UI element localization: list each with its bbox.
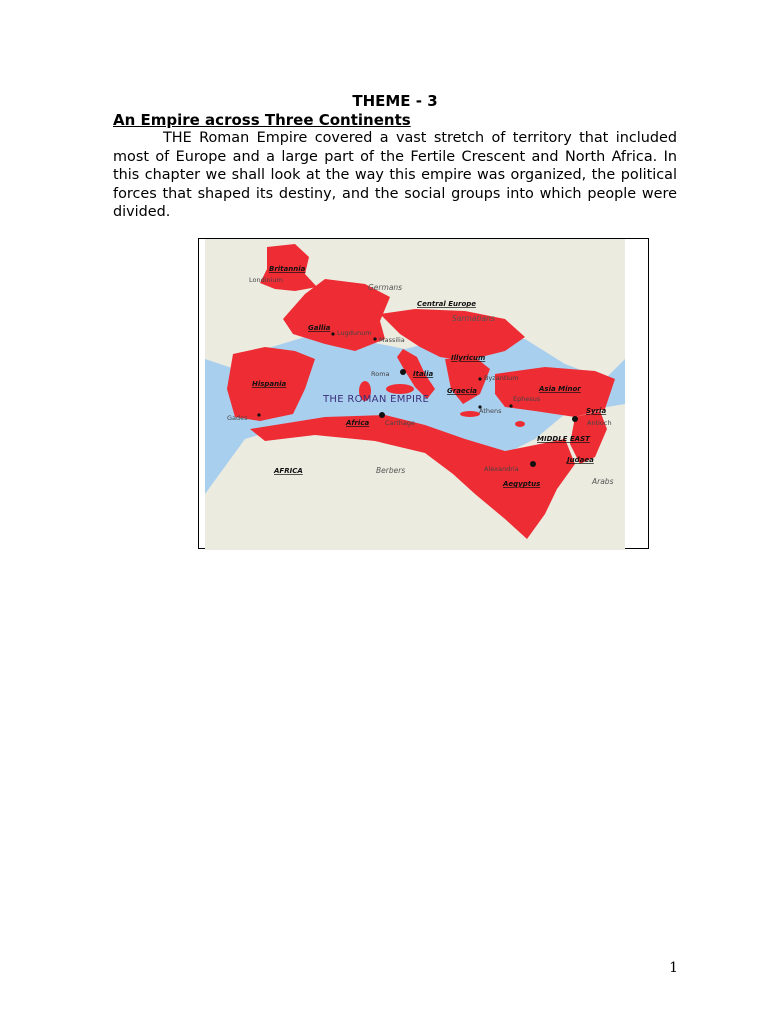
label-africa-region: AFRICA [274, 467, 303, 475]
roman-empire-map [198, 238, 649, 549]
label-judaea: Judaea [567, 456, 594, 464]
label-athens: Athens [479, 407, 502, 415]
chapter-title: An Empire across Three Continents [113, 111, 411, 129]
label-aegyptus: Aegyptus [503, 480, 541, 488]
label-londinium: Londinium [249, 276, 283, 284]
label-lugdunum: Lugdunum [337, 329, 372, 337]
label-illyricum: Illyricum [451, 354, 486, 362]
label-africa-province: Africa [346, 419, 370, 427]
theme-heading: THEME - 3 [352, 92, 438, 110]
label-antioch: Antioch [587, 419, 612, 427]
label-roma: Roma [371, 370, 390, 378]
label-ephesus: Ephesus [513, 395, 541, 403]
label-hispania: Hispania [252, 380, 287, 388]
label-graecia: Graecia [447, 387, 477, 395]
label-gades: Gades [227, 414, 248, 422]
map-graphic [205, 239, 625, 550]
label-germans: Germans [368, 283, 403, 292]
label-britannia: Britannia [269, 265, 306, 273]
label-arabs: Arabs [592, 477, 614, 486]
label-alexandria: Alexandria [484, 465, 519, 473]
page-number: 1 [669, 960, 678, 976]
label-sarmatians: Sarmatians [452, 314, 495, 323]
map-title: THE ROMAN EMPIRE [323, 394, 430, 405]
label-gallia: Gallia [308, 324, 331, 332]
label-massilia: Massilia [379, 336, 405, 344]
label-byzantium: Byzantium [484, 374, 519, 382]
label-central-europe: Central Europe [417, 300, 477, 308]
label-syria: Syria [586, 407, 607, 415]
label-middle-east: MIDDLE EAST [537, 435, 590, 443]
label-asia-minor: Asia Minor [539, 385, 581, 393]
label-carthage: Carthage [385, 419, 415, 427]
label-berbers: Berbers [376, 466, 406, 475]
intro-paragraph: THE Roman Empire covered a vast stretch of territory that included most of Europe and a large part of the Fertile Crescent and North Africa. In this chapter we shall look at the way this empire was organized, the political forces that shaped its destiny, and the social groups into which people were divided. [113, 130, 677, 220]
label-italia: Italia [413, 370, 434, 378]
